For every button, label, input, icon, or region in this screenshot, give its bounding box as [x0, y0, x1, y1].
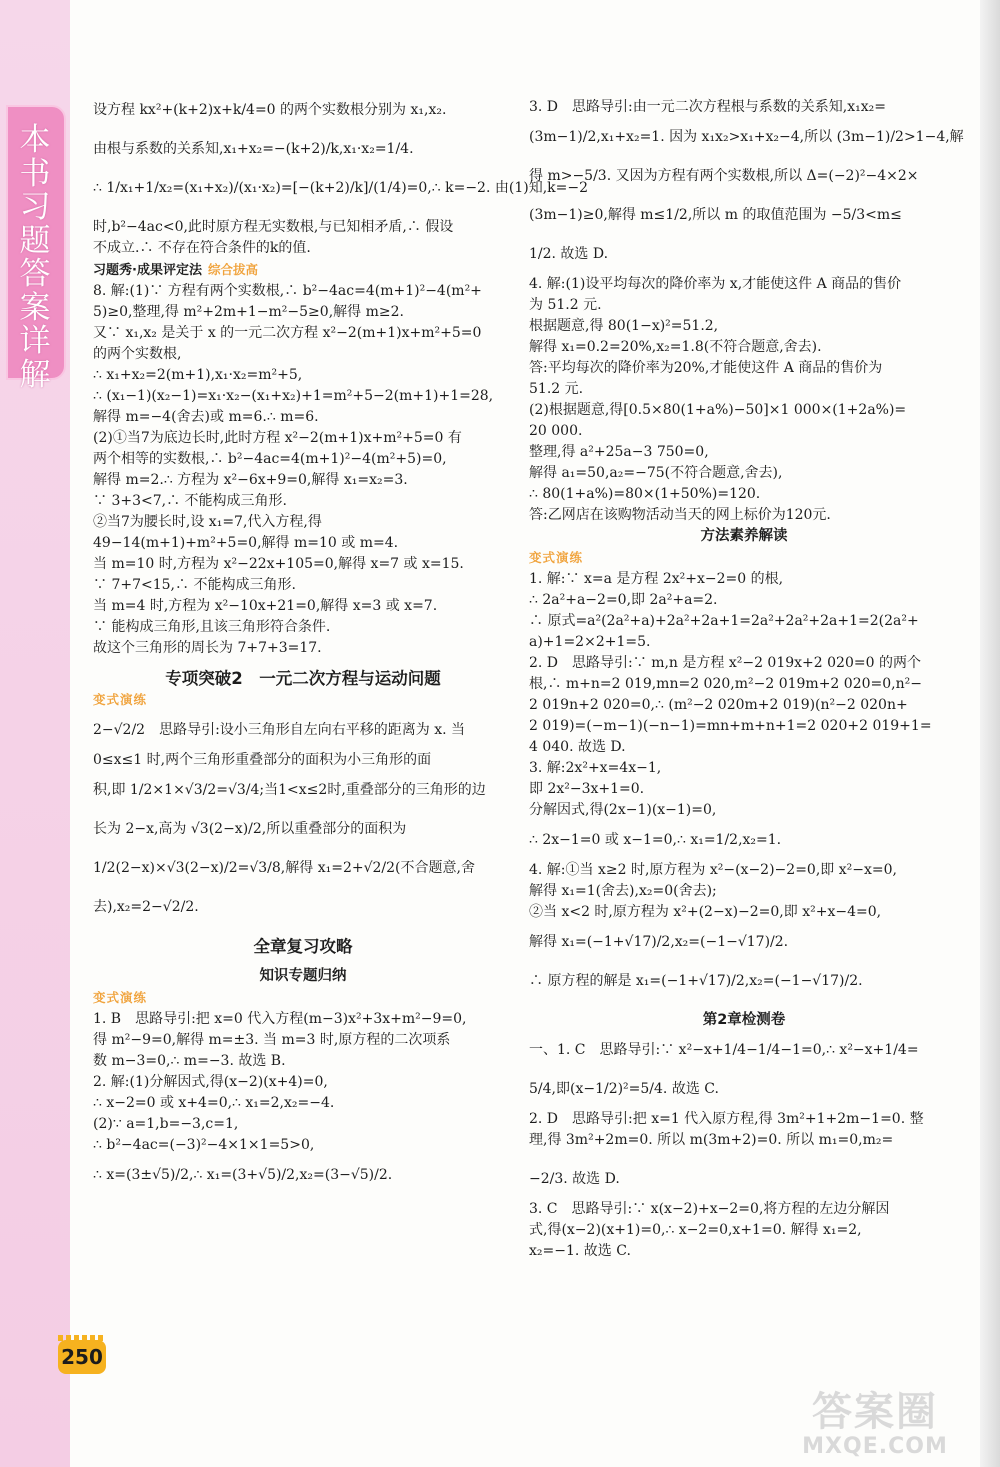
- exercise-tag: [529, 547, 959, 569]
- text-line: 根,∴ m+n=2 019,mn=2 020,m²−2 019m+2 020=0,n²−: [529, 676, 922, 692]
- text-line: 当 m=4 时,方程为 x²−10x+21=0,解得 x=3 或 x=7.: [93, 598, 438, 614]
- exercise-tag: [93, 689, 513, 711]
- text-line: 3. C 思路导引:∵ x(x−2)+x−2=0,将方程的左边分解因: [529, 1201, 890, 1217]
- text-line: 51.2 元.: [529, 381, 584, 397]
- text-line: 解得 x₁=0.2=20%,x₂=1.8(不符合题意,舍去).: [529, 339, 822, 355]
- text-line: 得 m²−9=0,解得 m=±3. 当 m=3 时,原方程的二次项系: [93, 1032, 451, 1048]
- text-line: x₂=−1. 故选 C.: [529, 1243, 631, 1259]
- text-line: ②当7为腰长时,设 x₁=7,代入方程,得: [93, 514, 322, 530]
- text-line: 得 m>−5/3. 又因为方程有两个实数根,所以 Δ=(−2)²−4×2×: [529, 168, 919, 184]
- text-line: 故这个三角形的周长为 7+7+3=17.: [93, 640, 322, 656]
- text-line: ∴ b²−4ac=(−3)²−4×1×1=5>0,: [93, 1137, 315, 1153]
- subsection-heading: [93, 259, 513, 281]
- text-line: 2. D 思路导引:∵ m,n 是方程 x²−2 019x+2 020=0 的两个: [529, 655, 921, 671]
- text-line: ∵ 3+3<7,∴ 不能构成三角形.: [93, 493, 287, 509]
- text-line: ∵ 能构成三角形,且该三角形符合条件.: [93, 619, 331, 635]
- text-line: 2 019n+2 020=0,∴ (m²−2 020m+2 019)(n²−2 020n+: [529, 697, 908, 713]
- text-line: 答:平均每次的降价率为20%,才能使这件 A 商品的售价为: [529, 360, 883, 376]
- text-line: 1/2. 故选 D.: [529, 246, 609, 262]
- text-line: 2−√2/2 思路导引:设小三角形自左向右平移的距离为 x. 当: [93, 722, 466, 738]
- text-line: ∵ 7+7<15,∴ 不能构成三角形.: [93, 577, 296, 593]
- text-line: 两个相等的实数根,∴ b²−4ac=4(m+1)²−4(m²+5)=0,: [93, 451, 447, 467]
- text-line: 解得 m=2.∴ 方程为 x²−6x+9=0,解得 x₁=x₂=3.: [93, 472, 408, 488]
- text-line: 式,得(x−2)(x+1)=0,∴ x−2=0,x+1=0. 解得 x₁=2,: [529, 1222, 862, 1238]
- text-line: (3m−1)≥0,解得 m≤1/2,所以 m 的取值范围为 −5/3<m≤: [529, 207, 902, 223]
- text-line: 一、1. C 思路导引:∵ x²−x+1/4−1/4−1=0,∴ x²−x+1/4=: [529, 1042, 919, 1058]
- text-line: 不成立.∴ 不存在符合条件的k的值.: [93, 240, 311, 256]
- text-line: ∴ x₁+x₂=2(m+1),x₁·x₂=m²+5,: [93, 367, 303, 383]
- watermark-logo-text: 答案圈: [812, 1389, 938, 1435]
- text-line: 1. B 思路导引:把 x=0 代入方程(m−3)x²+3x+m²−9=0,: [93, 1011, 467, 1027]
- text-line: 49−14(m+1)+m²+5=0,解得 m=10 或 m=4.: [93, 535, 399, 551]
- text-line: 即 2x²−3x+1=0.: [529, 781, 645, 797]
- watermark-url: MXQE.COM: [802, 1434, 948, 1459]
- text-line: 答:乙网店在该购物活动当天的网上标价为120元.: [529, 507, 831, 523]
- text-line: 4. 解:(1)设平均每次的降价率为 x,才能使这件 A 商品的售价: [529, 276, 902, 292]
- text-line: 2. D 思路导引:把 x=1 代入原方程,得 3m²+1+2m−1=0. 整: [529, 1111, 924, 1127]
- text-line: 2 019)=(−m−1)(−n−1)=mn+m+n+1=2 020+2 019+1=: [529, 718, 932, 734]
- text-line: 当 m=10 时,方程为 x²−22x+105=0,解得 x=7 或 x=15.: [93, 556, 464, 572]
- text-line: (2)根据题意,得[0.5×80(1+a%)−50]×1 000×(1+2a%)=: [529, 402, 907, 418]
- text-line: 3. D 思路导引:由一元二次方程根与系数的关系知,x₁x₂=: [529, 99, 886, 115]
- text-line: 0≤x≤1 时,两个三角形重叠部分的面积为小三角形的面: [93, 752, 432, 768]
- text-line: 的两个实数根,: [93, 346, 182, 362]
- exercise-tag: [93, 987, 513, 1009]
- text-line: 1. 解:∵ x=a 是方程 2x²+x−2=0 的根,: [529, 571, 784, 587]
- section-heading: 第2章检测卷: [702, 1012, 786, 1028]
- text-line: 解得 a₁=50,a₂=−75(不符合题意,舍去),: [529, 465, 783, 481]
- tag-label: 变式演练: [93, 692, 148, 707]
- text-line: 由根与系数的关系知,x₁+x₂=−(k+2)/k,x₁·x₂=1/4.: [93, 141, 414, 157]
- right-column: [529, 97, 964, 1262]
- watermark: [780, 1389, 970, 1461]
- section-heading: 方法素养解读: [700, 528, 788, 544]
- text-line: 根据题意,得 80(1−x)²=51.2,: [529, 318, 719, 334]
- text-line: 数 m−3=0,∴ m=−3. 故选 B.: [93, 1053, 286, 1069]
- subsection-title: 习题秀·成果评定法: [93, 263, 202, 278]
- text-line: 4. 解:①当 x≥2 时,原方程为 x²−(x−2)−2=0,即 x²−x=0,: [529, 862, 897, 878]
- text-line: ∴ 原式=a²(2a²+a)+2a²+2a+1=2a²+2a²+2a+1=2(2a²+: [529, 613, 919, 629]
- text-line: ∴ 2a²+a−2=0,即 2a²+a=2.: [529, 592, 718, 608]
- section-heading: 专项突破2 一元二次方程与运动问题: [165, 669, 441, 688]
- text-line: 20 000.: [529, 423, 583, 439]
- text-line: 解得 m=−4(舍去)或 m=6.∴ m=6.: [93, 409, 319, 425]
- text-line: 5)≥0,整理,得 m²+2m+1−m²−5≥0,解得 m≥2.: [93, 304, 404, 320]
- text-line: (2)∵ a=1,b=−3,c=1,: [93, 1116, 239, 1132]
- text-line: 整理,得 a²+25a−3 750=0,: [529, 444, 709, 460]
- text-line: 5/4,即(x−1/2)²=5/4. 故选 C.: [529, 1081, 719, 1097]
- text-line: 1/2(2−x)×√3(2−x)/2=√3/8,解得 x₁=2+√2/2(不合题意,舍: [93, 860, 475, 876]
- tag-label: 变式演练: [93, 990, 148, 1005]
- text-line: 长为 2−x,高为 √3(2−x)/2,所以重叠部分的面积为: [93, 821, 407, 837]
- text-line: ∴ (x₁−1)(x₂−1)=x₁·x₂−(x₁+x₂)+1=m²+5−2(m+1)+1=28,: [93, 388, 494, 404]
- text-line: −2/3. 故选 D.: [529, 1171, 620, 1187]
- text-line: (2)①当7为底边长时,此时方程 x²−2(m+1)x+m²+5=0 有: [93, 430, 462, 446]
- section-heading: 全章复习攻略: [253, 937, 353, 956]
- text-line: 理,得 3m²+2m=0. 所以 m(3m+2)=0. 所以 m₁=0,m₂=: [529, 1132, 894, 1148]
- text-line: 设方程 kx²+(k+2)x+k/4=0 的两个实数根分别为 x₁,x₂.: [93, 102, 447, 118]
- text-line: ∴ x−2=0 或 x+4=0,∴ x₁=2,x₂=−4.: [93, 1095, 335, 1111]
- text-line: 解得 x₁=(−1+√17)/2,x₂=(−1−√17)/2.: [529, 934, 789, 950]
- text-line: ∴ x=(3±√5)/2,∴ x₁=(3+√5)/2,x₂=(3−√5)/2.: [93, 1167, 393, 1183]
- text-line: a)+1=2×2+1=5.: [529, 634, 651, 650]
- section-heading: 知识专题归纳: [259, 968, 347, 984]
- text-line: (3m−1)/2,x₁+x₂=1. 因为 x₁x₂>x₁+x₂−4,所以 (3m−1)/2>1−4,解: [529, 129, 964, 145]
- text-line: ∴ 2x−1=0 或 x−1=0,∴ x₁=1/2,x₂=1.: [529, 832, 782, 848]
- text-line: ∴ 80(1+a%)=80×(1+50%)=120.: [529, 486, 761, 502]
- text-line: 时,b²−4ac<0,此时原方程无实数根,与已知相矛盾,∴ 假设: [93, 219, 454, 235]
- text-line: 解得 x₁=1(舍去),x₂=0(舍去);: [529, 883, 717, 899]
- text-line: 2. 解:(1)分解因式,得(x−2)(x+4)=0,: [93, 1074, 328, 1090]
- tag-label: 变式演练: [529, 550, 584, 565]
- text-line: 去),x₂=2−√2/2.: [93, 899, 199, 915]
- right-edge-shadow: [980, 0, 1000, 1467]
- text-line: 分解因式,得(2x−1)(x−1)=0,: [529, 802, 717, 818]
- text-line: 4 040. 故选 D.: [529, 739, 626, 755]
- subsection-tag: 综合拔高: [207, 262, 258, 277]
- text-line: ②当 x<2 时,原方程为 x²+(2−x)−2=0,即 x²+x−4=0,: [529, 904, 882, 920]
- side-tab-title: 本书习题答案详解: [19, 122, 51, 393]
- text-line: ∴ 1/x₁+1/x₂=(x₁+x₂)/(x₁·x₂)=[−(k+2)/k]/(1/4)=0,∴ k=−2. 由(1)知,k=−2: [93, 180, 588, 196]
- text-line: ∴ 原方程的解是 x₁=(−1+√17)/2,x₂=(−1−√17)/2.: [529, 973, 863, 989]
- page-number: 250: [58, 1340, 106, 1374]
- text-line: 积,即 1/2×1×√3/2=√3/4;当1<x≤2时,重叠部分的三角形的边: [93, 782, 486, 798]
- text-line: 为 51.2 元.: [529, 297, 602, 313]
- text-line: 又∵ x₁,x₂ 是关于 x 的一元二次方程 x²−2(m+1)x+m²+5=0: [93, 325, 482, 341]
- text-line: 3. 解:2x²+x=4x−1,: [529, 760, 662, 776]
- text-line: 8. 解:(1)∵ 方程有两个实数根,∴ b²−4ac=4(m+1)²−4(m²+: [93, 283, 482, 299]
